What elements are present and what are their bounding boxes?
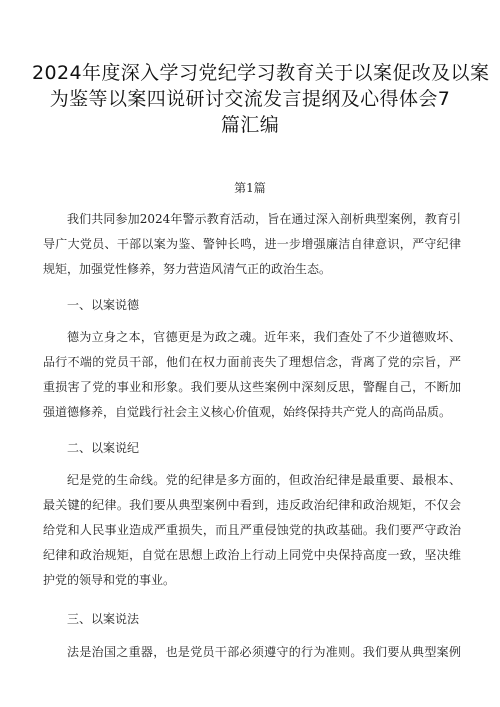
section-2-line: 纪是党的生命线。党的纪律是多方面的，但政治纪律是最重要、最根本、 — [67, 473, 461, 487]
section-2-line: 纪律和政治规矩，自觉在思想上政治上行动上同党中央保持高度一致，坚决维 — [43, 548, 461, 562]
title-line-2: 为鉴等以案四说研讨交流发言提纲及心得体会7 — [49, 88, 451, 110]
section-heading-3: 三、以案说法 — [67, 612, 140, 626]
document-title — [32, 60, 490, 138]
section-1-line: 德为立身之本，官德更是为政之魂。近年来，我们查处了不少道德败坏、 — [67, 330, 461, 344]
title-line-1: 2024年度深入学习党纪学习教育关于以案促改及以案 — [32, 62, 490, 84]
section-2-line: 最关键的纪律。我们要从典型案例中看到，违反政治纪律和政治规矩，不仅会 — [43, 498, 461, 512]
section-heading-1: 一、以案说德 — [67, 298, 140, 312]
section-1-line: 重损害了党的事业和形象。我们要从这些案例中深刻反思，警醒自己，不断加 — [43, 380, 461, 394]
title-line-3: 篇汇编 — [220, 114, 280, 136]
section-3-paragraph — [43, 640, 461, 665]
intro-line: 规矩，加强党性修养，努力营造风清气正的政治生态。 — [43, 262, 332, 276]
section-heading-2: 二、以案说纪 — [67, 441, 140, 455]
section-1-line: 品行不端的党员干部，他们在权力面前丧失了理想信念，背离了党的宗旨，严 — [43, 355, 461, 369]
intro-line: 导广大党员、干部以案为鉴、警钟长鸣，进一步增强廉洁自律意识，严守纪律 — [43, 237, 461, 251]
section-2-paragraph — [43, 468, 461, 593]
section-2-line: 护党的领导和党的事业。 — [43, 573, 176, 587]
section-2-line: 给党和人民事业造成严重损失，而且严重侵蚀党的执政基础。我们要严守政治 — [43, 523, 461, 537]
section-1-line: 强道德修养，自觉践行社会主义核心价值观，始终保持共产党人的高尚品质。 — [43, 405, 452, 419]
intro-line: 我们共同参加2024年警示教育活动，旨在通过深入剖析典型案例，教育引 — [67, 212, 461, 226]
chapter-label: 第1篇 — [234, 181, 266, 195]
section-1-paragraph — [43, 325, 461, 425]
intro-paragraph — [43, 207, 461, 282]
section-3-line: 法是治国之重器，也是党员干部必须遵守的行为准则。我们要从典型案例 — [67, 645, 461, 659]
